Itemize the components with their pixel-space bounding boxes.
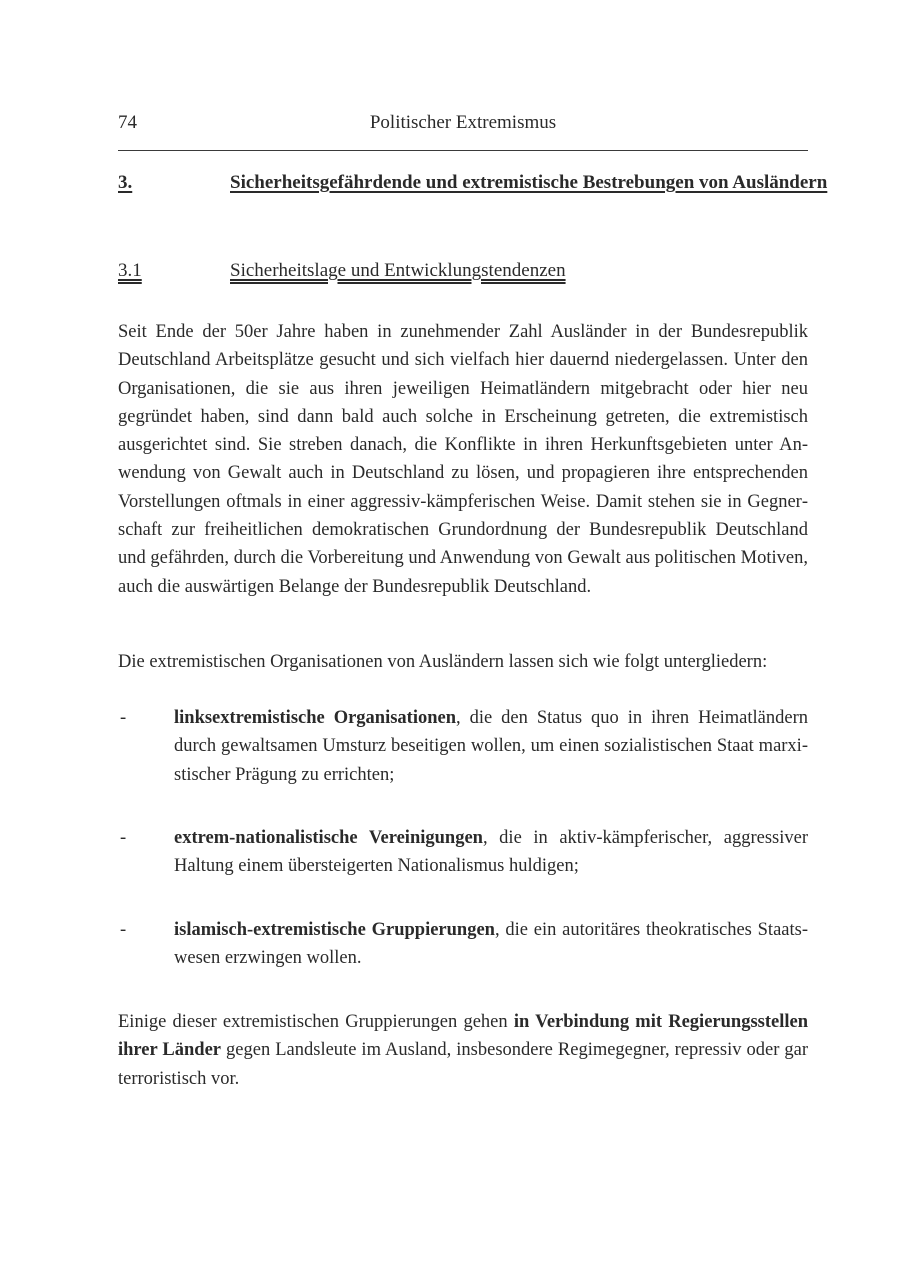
running-header <box>118 108 808 138</box>
paragraph-3-emphasis: in Verbindung mit Regierungsstellen ihrer Länder <box>118 1012 808 1061</box>
list-item-description: , die den Status quo in ihren Heimatländern durch gewaltsamen Umsturz beseitigen wollen, um einen sozialistischen Staat marxistischer Prägung zu errichten; <box>174 708 808 785</box>
paragraph-3-lead: Einige dieser extremistischen Gruppierungen gehen <box>118 1012 514 1032</box>
subsection-title: Sicherheitslage und Entwicklungstendenzen <box>230 260 566 281</box>
page-number: 74 <box>118 112 137 133</box>
list-item-text <box>174 916 808 973</box>
list-item-term: linksextremistische Organisationen <box>174 708 457 728</box>
section-title: Sicherheitsgefährdende und extremistische Bestrebungen von Ausländern <box>230 172 828 193</box>
paragraph-3-tail: gegen Landsleute im Ausland, insbesondere Regimegegner, repressiv oder gar terroristisch vor. <box>118 1040 809 1089</box>
body-paragraph-1: Seit Ende der 50er Jahre haben in zunehmender Zahl Ausländer in der Bundesrepublik Deutschland Arbeitsplätze gesucht und sich vielfach hier dauernd niedergelassen. Unter den Organisationen, die sie aus ihren jeweiligen Heimatländern mitgebracht oder hier neu gegründet haben, sind dann bald auch solche in Erscheinung getreten, die extremistisch ausgerichtet sind. Sie streben danach, die Konflikte in ihren Herkunftsgebieten unter Anwendung von Gewalt auch in Deutschland zu lösen, und propagieren ihre entsprechenden Vorstellungen oftmals in einer aggressiv-kämpferischen Weise. Damit stehen sie in Gegnerschaft zur freiheitlichen demokratischen Grundordnung der Bundesrepublik Deutschland und gefährden, durch die Vorbereitung und Anwendung von Gewalt aus politischen Motiven, auch die auswärtigen Belange der Bundesrepublik Deutschland. <box>118 322 808 597</box>
list-dash: - <box>120 708 127 728</box>
subsection-number: 3.1 <box>118 260 142 281</box>
list-item-text <box>174 704 808 789</box>
list-item-text <box>174 824 808 881</box>
section-number: 3. <box>118 172 133 193</box>
body-paragraph-2: Die extremistischen Organisationen von Ausländern lassen sich wie folgt untergliedern: <box>118 652 768 672</box>
list-item-description: , die ein autoritäres theokratisches Staatswesen erzwingen wollen. <box>174 920 809 969</box>
list-item-term: islamisch-extremistische Gruppierungen <box>174 920 495 940</box>
header-rule <box>118 150 808 151</box>
list-item-description: , die in aktiv-kämpferischer, aggressiver Haltung einem übersteigerten Nationalismus huldigen; <box>174 828 809 877</box>
running-title: Politischer Extremismus <box>369 112 557 133</box>
body-paragraph-3 <box>118 1008 808 1093</box>
list-item-term: extrem-nationalistische Vereinigungen <box>174 828 483 848</box>
list-dash: - <box>120 828 127 848</box>
list-dash: - <box>120 920 127 940</box>
